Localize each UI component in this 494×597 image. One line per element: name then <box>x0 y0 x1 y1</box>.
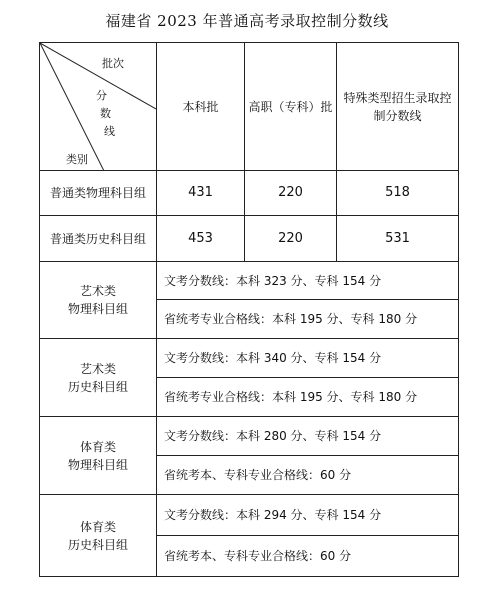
group-sports-history-major-line: 省统考本、专科专业合格线：60 分 <box>164 549 352 563</box>
header-special: 特殊类型招生录取控 制分数线 <box>343 90 452 123</box>
group-label-sports-physics: 体育类 物理科目组 <box>67 439 128 472</box>
group-art-history-culture-line: 文考分数线：本科 340 分、专科 154 分 <box>164 351 382 365</box>
cell-physics-undergrad: 431 <box>188 185 213 200</box>
corner-label-score-2: 数 <box>100 107 111 120</box>
cell-physics-vocational: 220 <box>278 185 303 200</box>
group-sports-physics-culture-line: 文考分数线：本科 280 分、专科 154 分 <box>164 429 382 443</box>
group-art-physics-major-line: 省统考专业合格线：本科 195 分、专科 180 分 <box>164 312 418 326</box>
group-sports-physics-major-line: 省统考本、专科专业合格线：60 分 <box>164 468 352 482</box>
group-art-history-major-line: 省统考专业合格线：本科 195 分、专科 180 分 <box>164 390 418 404</box>
page-title: 福建省 2023 年普通高考录取控制分数线 <box>105 12 389 30</box>
corner-label-batch: 批次 <box>102 57 124 70</box>
group-label-art-physics: 艺术类 物理科目组 <box>67 284 128 316</box>
corner-diagonals <box>40 43 156 171</box>
group-art-physics-culture-line: 文考分数线：本科 323 分、专科 154 分 <box>164 273 382 288</box>
group-sports-history-culture-line: 文考分数线：本科 294 分、专科 154 分 <box>164 508 382 522</box>
group-label-sports-history: 体育类 历史科目组 <box>67 519 128 552</box>
corner-label-score-1: 分 <box>96 89 107 102</box>
row-label-physics: 普通类物理科目组 <box>49 186 146 200</box>
header-undergrad: 本科批 <box>182 99 219 114</box>
score-table <box>39 42 459 577</box>
cell-history-vocational: 220 <box>278 230 303 246</box>
cell-history-special: 531 <box>385 230 410 246</box>
corner-label-score-3: 线 <box>104 125 115 138</box>
group-label-art-history: 艺术类 历史科目组 <box>67 361 128 394</box>
corner-label-category: 类别 <box>66 153 88 166</box>
header-vocational: 高职（专科）批 <box>248 99 333 114</box>
cell-history-undergrad: 453 <box>188 230 213 246</box>
cell-physics-special: 518 <box>385 185 410 200</box>
row-label-history: 普通类历史科目组 <box>49 231 146 246</box>
